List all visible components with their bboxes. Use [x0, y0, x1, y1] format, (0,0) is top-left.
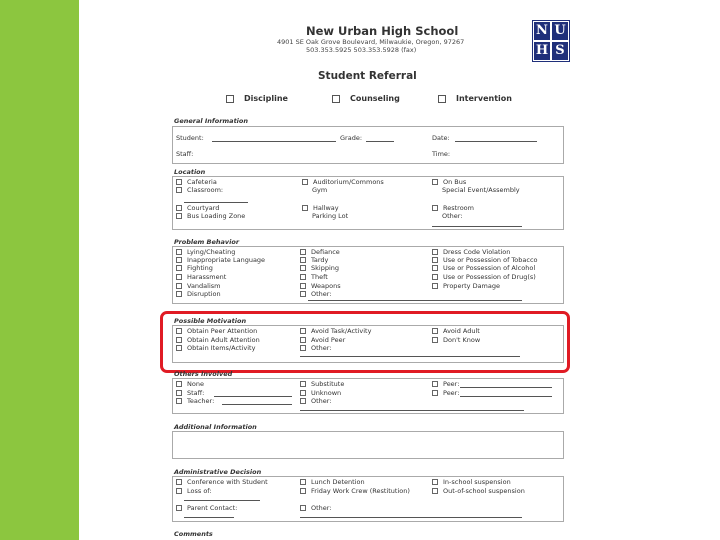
option-label: Don't Know [443, 336, 481, 344]
checkbox-icon[interactable] [176, 213, 182, 219]
checkbox-icon[interactable] [176, 479, 182, 485]
checkbox-icon[interactable] [300, 488, 306, 494]
problem-option[interactable] [432, 282, 500, 290]
checkbox-icon[interactable] [302, 179, 308, 185]
option-label: Lunch Detention [311, 478, 365, 486]
problem-option[interactable] [432, 264, 535, 272]
location-option[interactable] [176, 212, 245, 220]
problem-option[interactable] [176, 282, 220, 290]
option-label: Friday Work Crew (Restitution) [311, 487, 410, 495]
option-label: Parent Contact: [187, 504, 238, 512]
others-option[interactable] [176, 389, 204, 397]
checkbox-icon[interactable] [300, 390, 306, 396]
others-option[interactable] [432, 389, 459, 397]
others-other-field[interactable] [300, 410, 524, 411]
referral-label: Intervention [456, 94, 512, 103]
checkbox-icon[interactable] [432, 390, 438, 396]
parent-contact-field[interactable] [184, 517, 234, 518]
grade-field[interactable] [366, 141, 394, 142]
checkbox-icon[interactable] [300, 257, 306, 263]
location-option[interactable] [176, 178, 217, 186]
option-label: Inappropriate Language [187, 256, 266, 264]
checkbox-icon[interactable] [302, 205, 308, 211]
checkbox-icon[interactable] [432, 381, 438, 387]
option-label: Auditorium/Commons [313, 178, 384, 186]
location-option-label: Special Event/Assembly [442, 186, 520, 194]
problem-option[interactable] [300, 282, 341, 290]
checkbox-icon[interactable] [176, 390, 182, 396]
location-option[interactable] [302, 204, 339, 212]
others-option[interactable] [432, 380, 459, 388]
option-label: Conference with Student [187, 478, 268, 486]
problem-option[interactable] [300, 273, 328, 281]
section-title-comments: Comments [174, 530, 213, 538]
checkbox-icon[interactable] [176, 257, 182, 263]
admin-option[interactable] [300, 504, 332, 512]
admin-option[interactable] [300, 478, 365, 486]
location-option[interactable] [176, 204, 219, 212]
checkbox-icon[interactable] [176, 265, 182, 271]
option-label: Skipping [311, 264, 339, 272]
checkbox-icon[interactable] [176, 274, 182, 280]
location-option-label: Other: [442, 212, 463, 220]
location-option-label: Parking Lot [312, 212, 349, 220]
checkbox-icon[interactable] [176, 249, 182, 255]
checkbox-icon[interactable] [300, 291, 306, 297]
logo-letter: S [552, 42, 568, 60]
option-label: Theft [311, 273, 328, 281]
option-label: Use or Possession of Alcohol [443, 264, 536, 272]
school-logo [532, 20, 570, 62]
admin-option[interactable] [176, 504, 237, 512]
checkbox-icon[interactable] [176, 179, 182, 185]
problem-option[interactable] [176, 248, 235, 256]
checkbox-icon[interactable] [332, 95, 340, 103]
school-phone: 503.353.5925 503.353.5928 (fax) [306, 46, 417, 54]
option-label: Out-of-school suspension [443, 487, 525, 495]
checkbox-icon[interactable] [432, 479, 438, 485]
logo-letter: H [535, 43, 549, 58]
option-label: Vandalism [187, 282, 221, 290]
option-label: Avoid Adult [443, 327, 480, 335]
checkbox-icon[interactable] [432, 488, 438, 494]
section-general [172, 126, 564, 164]
location-option[interactable] [432, 204, 474, 212]
staff-involved-field[interactable] [214, 396, 292, 397]
option-label: Substitute [311, 380, 345, 388]
option-label: Dress Code Violation [443, 248, 511, 256]
date-field[interactable] [455, 141, 537, 142]
checkbox-icon[interactable] [300, 274, 306, 280]
option-label: Loss of: [187, 487, 212, 495]
option-label: Cafeteria [187, 178, 217, 186]
staff-label: Staff: [176, 150, 194, 158]
admin-option[interactable] [300, 487, 410, 495]
option-label: None [187, 380, 204, 388]
option-label: Other: [311, 504, 332, 512]
checkbox-icon[interactable] [176, 283, 182, 289]
checkbox-icon[interactable] [432, 179, 438, 185]
logo-letter: U [552, 22, 568, 40]
section-title-admin: Administrative Decision [174, 468, 262, 476]
checkbox-icon[interactable] [300, 398, 306, 404]
school-name: New Urban High School [306, 24, 459, 38]
checkbox-icon[interactable] [176, 381, 182, 387]
checkbox-icon[interactable] [432, 249, 438, 255]
section-title-additional: Additional Information [174, 423, 257, 431]
others-option[interactable] [176, 397, 214, 405]
green-sidebar [0, 0, 79, 540]
option-label: Classroom: [187, 186, 224, 194]
option-label: Fighting [187, 264, 213, 272]
problem-option[interactable] [432, 248, 510, 256]
location-other-field[interactable] [432, 226, 522, 227]
option-label: Avoid Task/Activity [311, 327, 372, 335]
section-title-problem: Problem Behavior [174, 238, 240, 246]
problem-option[interactable] [300, 290, 332, 298]
others-option[interactable] [300, 380, 344, 388]
loss-of-field[interactable] [184, 500, 260, 501]
referral-label: Discipline [244, 94, 288, 103]
location-option[interactable] [176, 186, 223, 194]
checkbox-icon[interactable] [300, 265, 306, 271]
additional-info-box[interactable] [172, 431, 564, 459]
problem-option[interactable] [300, 264, 339, 272]
checkbox-icon[interactable] [300, 283, 306, 289]
option-label: Lying/Cheating [187, 248, 236, 256]
peer2-field[interactable] [460, 396, 552, 397]
option-label: Peer: [443, 389, 460, 397]
option-label: Other: [311, 290, 332, 298]
option-label: Hallway [313, 204, 339, 212]
admin-option[interactable] [176, 487, 212, 495]
option-label: Use or Possession of Tobacco [443, 256, 538, 264]
option-label: Obtain Items/Activity [187, 344, 256, 352]
admin-option[interactable] [176, 478, 268, 486]
others-option[interactable] [300, 389, 341, 397]
option-label: Defiance [311, 248, 340, 256]
others-option[interactable] [300, 397, 332, 405]
section-title-others: Others Involved [174, 370, 233, 378]
classroom-field[interactable] [184, 202, 248, 203]
problem-option[interactable] [176, 256, 265, 264]
form-title: Student Referral [318, 70, 417, 82]
student-label: Student: [176, 134, 204, 142]
option-label: Staff: [187, 389, 205, 397]
checkbox-icon[interactable] [176, 291, 182, 297]
admin-option[interactable] [432, 478, 511, 486]
problem-option[interactable] [300, 248, 340, 256]
checkbox-icon[interactable] [176, 187, 182, 193]
admin-other-field[interactable] [300, 517, 522, 518]
option-label: Unknown [311, 389, 342, 397]
section-title-motivation: Possible Motivation [174, 317, 247, 325]
location-option[interactable] [432, 178, 466, 186]
checkbox-icon[interactable] [176, 398, 182, 404]
checkbox-icon[interactable] [300, 479, 306, 485]
option-label: Property Damage [443, 282, 500, 290]
checkbox-icon[interactable] [300, 381, 306, 387]
referral-discipline[interactable] [226, 94, 288, 103]
location-option[interactable] [302, 178, 384, 186]
referral-label: Counseling [350, 94, 400, 103]
checkbox-icon[interactable] [432, 283, 438, 289]
option-label: Obtain Peer Attention [187, 327, 258, 335]
referral-counseling[interactable] [332, 94, 400, 103]
problem-other-field[interactable] [308, 300, 522, 301]
option-label: Use or Possession of Drug(s) [443, 273, 536, 281]
option-label: On Bus [443, 178, 467, 186]
time-label: Time: [432, 150, 451, 158]
logo-letter: N [534, 22, 550, 40]
checkbox-icon[interactable] [176, 488, 182, 494]
motivation-highlight-box [160, 311, 570, 373]
problem-option[interactable] [176, 264, 213, 272]
school-address: 4901 SE Oak Grove Boulevard, Milwaukie, Oregon, 97267 [277, 38, 465, 46]
option-label: Tardy [311, 256, 329, 264]
date-label: Date: [432, 134, 450, 142]
option-label: Teacher: [187, 397, 215, 405]
checkbox-icon[interactable] [432, 205, 438, 211]
option-label: Other: [311, 397, 332, 405]
problem-option[interactable] [300, 256, 328, 264]
option-label: Weapons [311, 282, 341, 290]
option-label: Harassment [187, 273, 227, 281]
section-title-general: General Information [174, 117, 248, 125]
option-label: Other: [311, 344, 332, 352]
option-label: In-school suspension [443, 478, 511, 486]
problem-option[interactable] [432, 256, 538, 264]
checkbox-icon[interactable] [432, 257, 438, 263]
option-label: Avoid Peer [311, 336, 346, 344]
checkbox-icon[interactable] [432, 274, 438, 280]
problem-option[interactable] [432, 273, 536, 281]
teacher-involved-field[interactable] [222, 404, 292, 405]
problem-option[interactable] [176, 273, 226, 281]
problem-option[interactable] [176, 290, 221, 298]
checkbox-icon[interactable] [432, 265, 438, 271]
student-field[interactable] [212, 141, 336, 142]
checkbox-icon[interactable] [438, 95, 446, 103]
referral-intervention[interactable] [438, 94, 512, 103]
option-label: Peer: [443, 380, 460, 388]
grade-label: Grade: [340, 134, 363, 142]
option-label: Obtain Adult Attention [187, 336, 260, 344]
location-option-label: Gym [312, 186, 328, 194]
checkbox-icon[interactable] [176, 205, 182, 211]
section-title-location: Location [174, 168, 206, 176]
peer1-field[interactable] [460, 387, 552, 388]
option-label: Disruption [187, 290, 221, 298]
checkbox-icon[interactable] [176, 505, 182, 511]
checkbox-icon[interactable] [226, 95, 234, 103]
option-label: Restroom [443, 204, 474, 212]
admin-option[interactable] [432, 487, 525, 495]
checkbox-icon[interactable] [300, 249, 306, 255]
others-option[interactable] [176, 380, 204, 388]
option-label: Bus Loading Zone [187, 212, 246, 220]
checkbox-icon[interactable] [300, 505, 306, 511]
option-label: Courtyard [187, 204, 220, 212]
